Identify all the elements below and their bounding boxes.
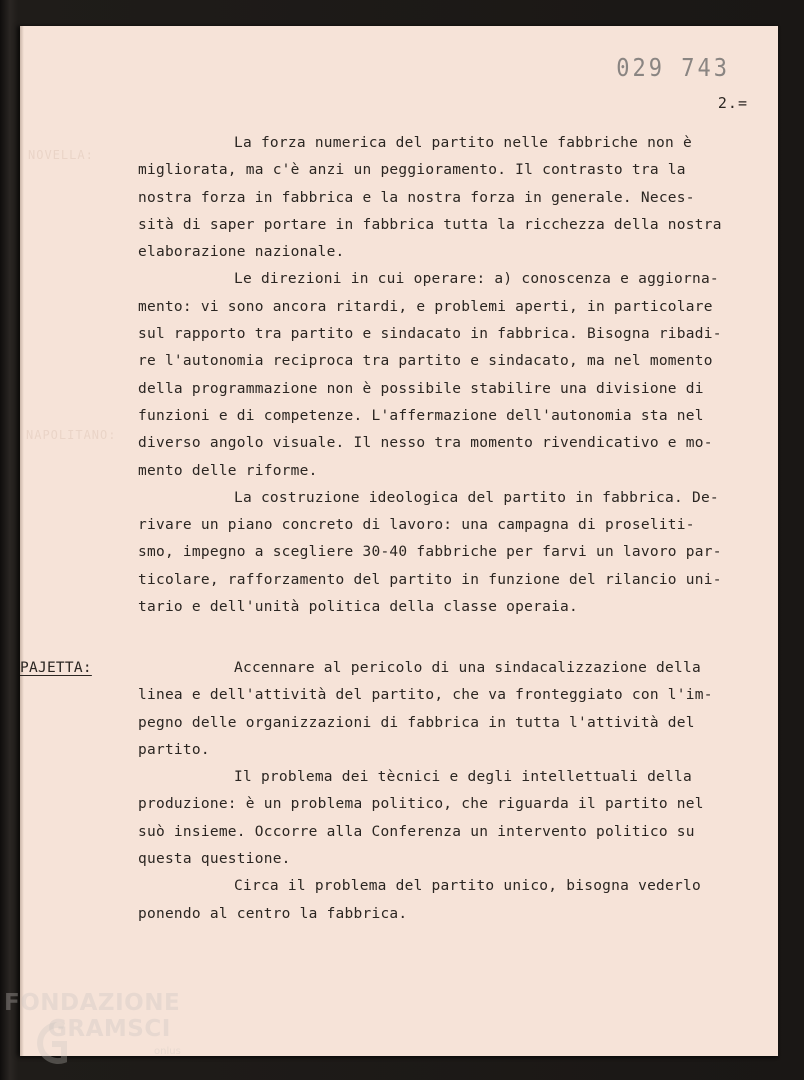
text-line: produzione: è un problema politico, che riguarda il partito nel [138,796,704,813]
document-page [20,26,778,1056]
text-line: Circa il problema del partito unico, bisogna vederlo [234,878,701,895]
text-line: pegno delle organizzazioni di fabbrica in tutta l'attività del [138,714,695,731]
fondazione-gramsci-watermark [4,990,224,1070]
ghost-speaker-napolitano: NAPOLITANO: [26,428,117,442]
text-line: suò insieme. Occorre alla Conferenza un intervento politico su [138,823,695,840]
text-line: linea e dell'attività del partito, che va fronteggiato con l'im- [138,687,713,704]
text-line: rivare un piano concreto di lavoro: una campagna di proseliti- [138,517,695,534]
watermark-line1: FONDAZIONE [4,990,181,1016]
text-line: Accennare al pericolo di una sindacalizzazione della [234,660,701,676]
text-line: migliorata, ma c'è anzi un peggioramento. Il contrasto tra la [138,162,686,179]
watermark-line3: onlus [154,1046,181,1057]
text-line: sul rapporto tra partito e sindacato in fabbrica. Bisogna ribadi- [138,326,722,343]
text-line: smo, impegno a scegliere 30-40 fabbriche per farvi un lavoro par- [138,544,722,561]
watermark-line2: GRAMSCI [48,1016,171,1042]
text-line: nostra forza in fabbrica e la nostra forza in generale. Neces- [138,189,695,206]
speech-block-bottom [138,655,758,928]
text-line: tario e dell'unità politica della classe operaia. [138,599,579,616]
text-line: questa questione. [138,851,291,868]
text-line: La forza numerica del partito nelle fabbriche non è [234,135,692,151]
text-line: della programmazione non è possibile stabilire una divisione di [138,380,704,397]
text-line: elaborazione nazionale. [138,244,345,261]
text-line: ticolare, rafforzamento del partito in funzione del rilancio uni- [138,571,722,588]
text-line: ponendo al centro la fabbrica. [138,905,408,922]
archive-number: 029 743 [616,54,730,83]
ghost-speaker-novella: NOVELLA: [28,148,94,162]
text-line: La costruzione ideologica del partito in fabbrica. De- [234,489,719,506]
text-line: sità di saper portare in fabbrica tutta la ricchezza della nostra [138,216,722,233]
speaker-label: PAJETTA: [20,660,92,676]
text-line: mento delle riforme. [138,462,318,479]
text-line: funzioni e di competenze. L'affermazione dell'autonomia sta nel [138,407,704,424]
text-line: partito. [138,741,210,758]
text-line: mento: vi sono ancora ritardi, e problemi aperti, in particolare [138,298,713,315]
text-line: re l'autonomia reciproca tra partito e sindacato, ma nel momento [138,353,713,370]
text-line: diverso angolo visuale. Il nesso tra momento rivendicativo e mo- [138,435,713,452]
speech-block-top [138,130,758,621]
page-number: 2.= [717,94,748,112]
text-line: Le direzioni in cui operare: a) conoscenza e aggiorna- [234,271,719,288]
text-line: Il problema dei tècnici e degli intellettuali della [234,769,692,786]
page-edge [20,26,24,1056]
